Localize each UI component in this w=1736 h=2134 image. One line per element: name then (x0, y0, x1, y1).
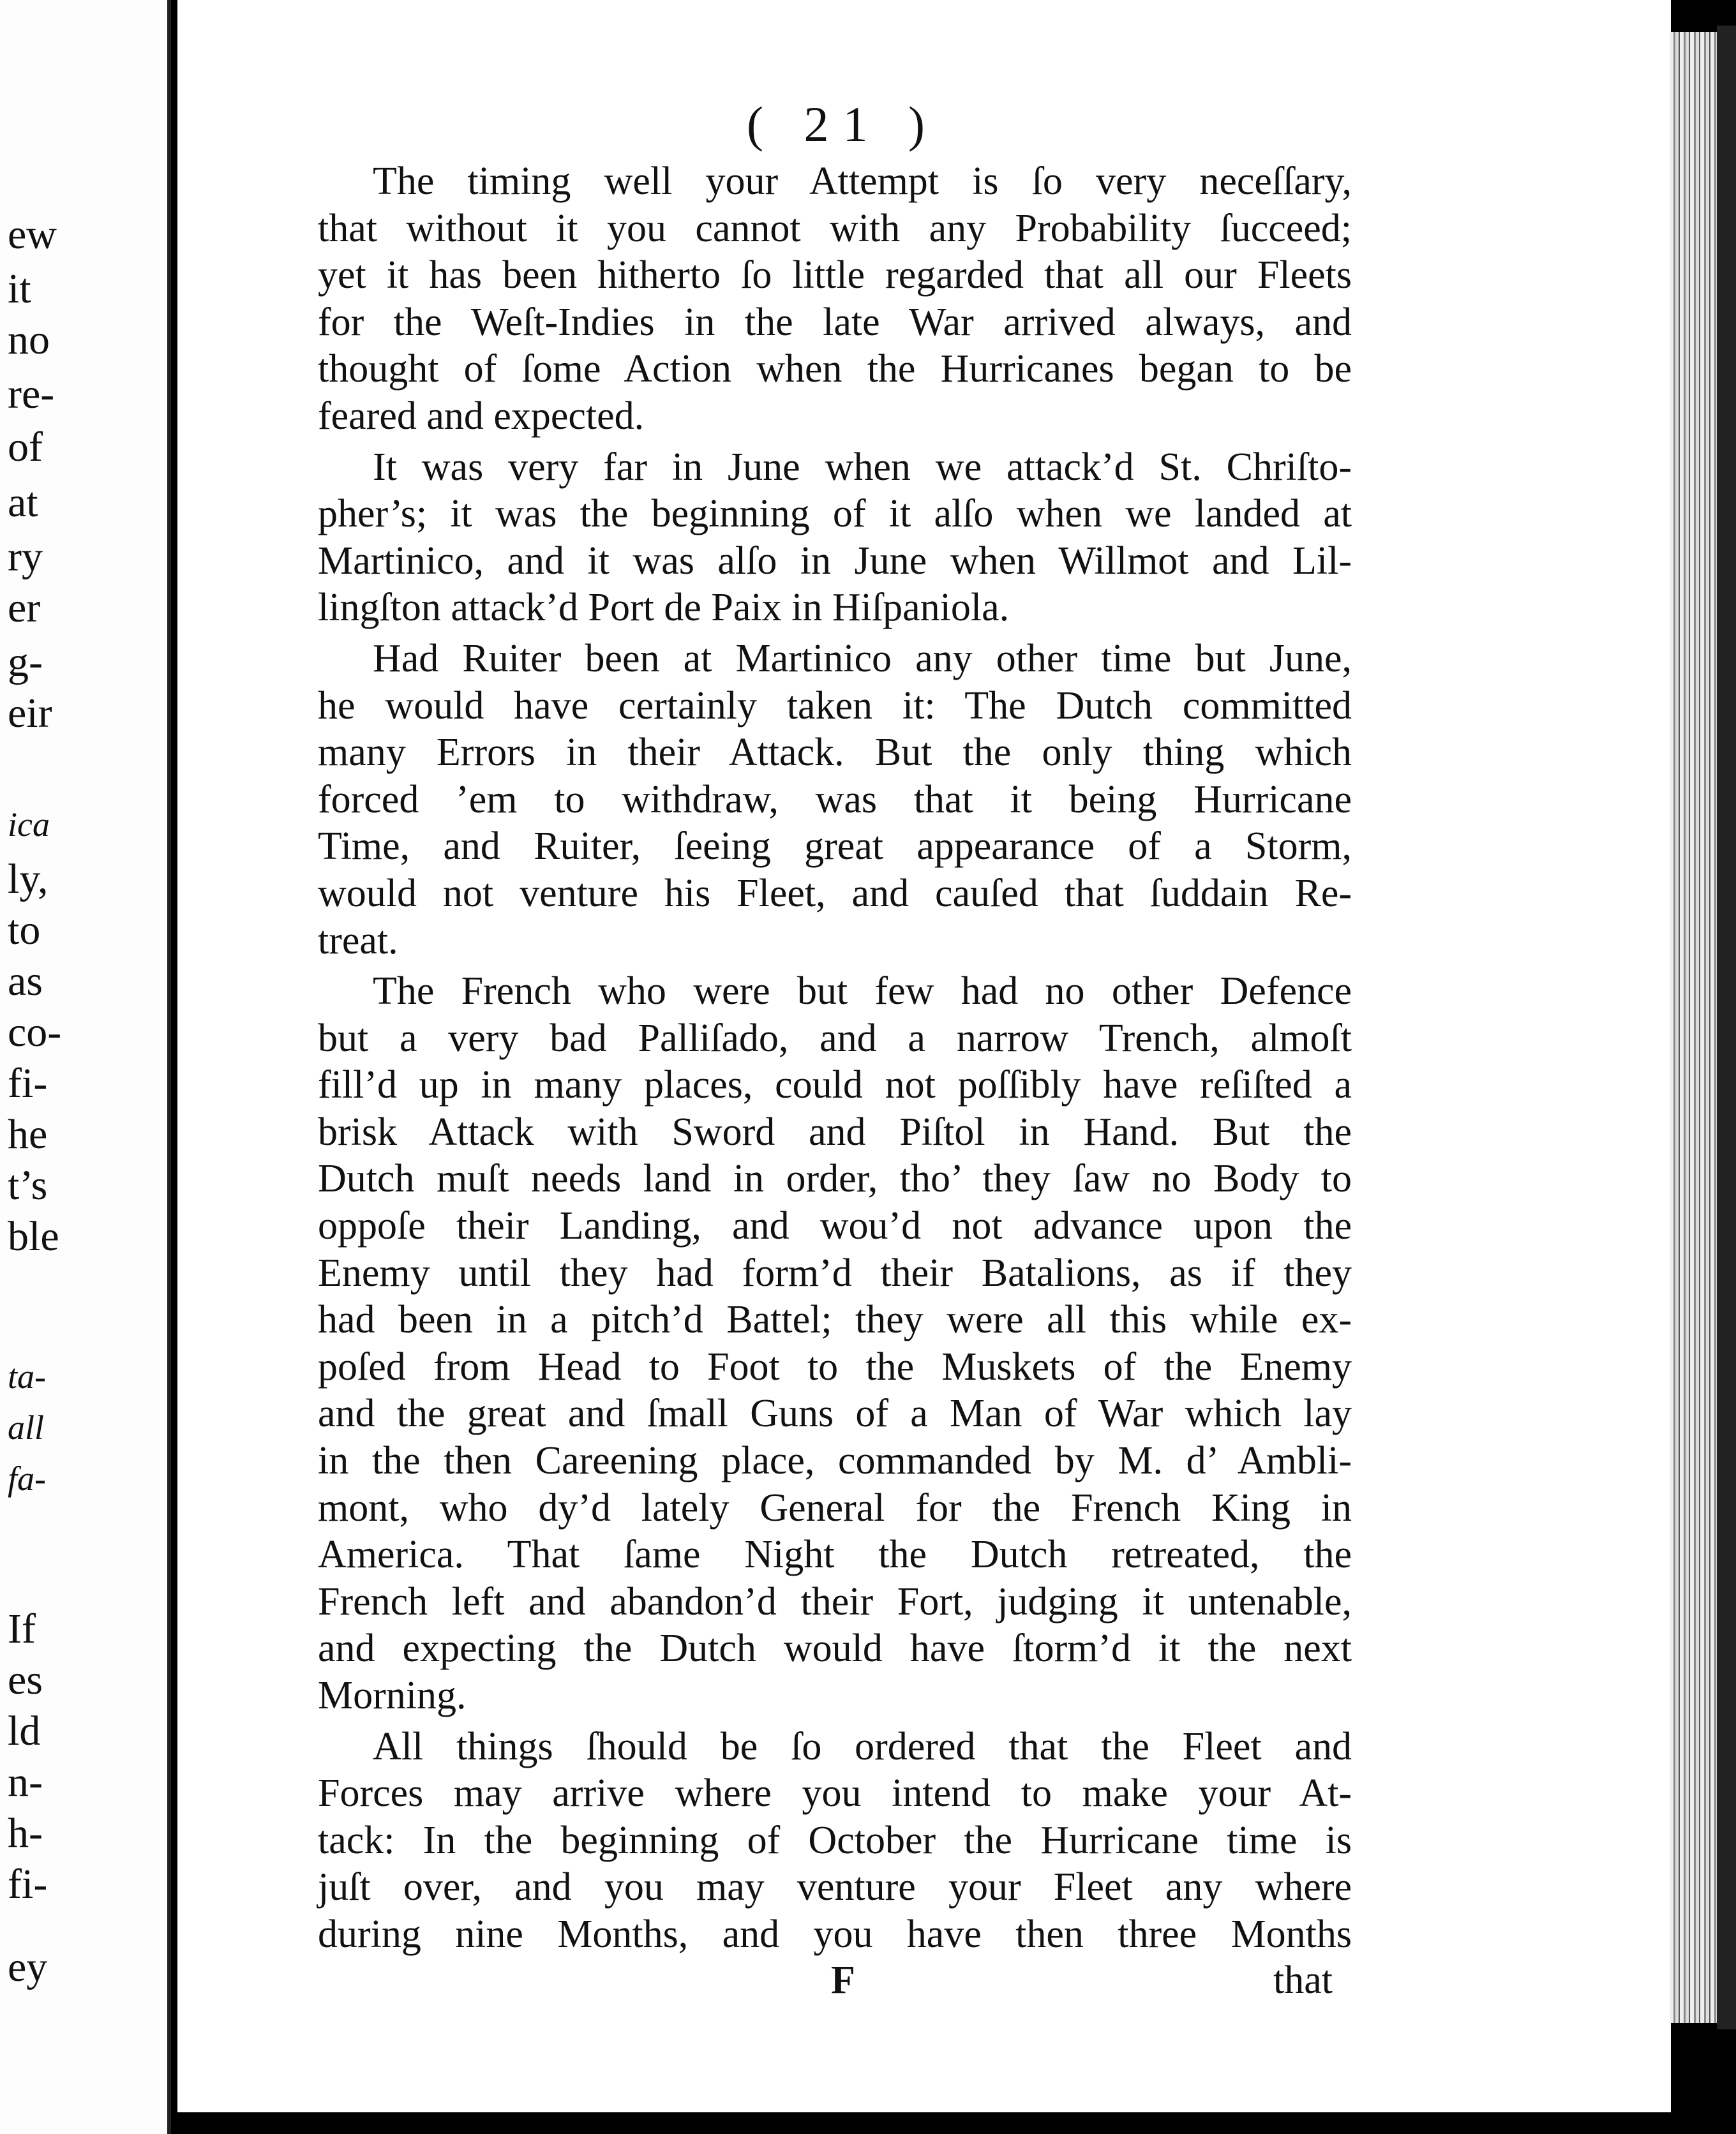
margin-fragment: to (8, 907, 41, 953)
text-line: French left and abandon’d their Fort, judging it untenable, (318, 1579, 1352, 1623)
margin-fragment: it (8, 265, 31, 312)
margin-fragment: all (8, 1408, 45, 1447)
text-line: tack: In the beginning of October the Hurricane time is (318, 1818, 1352, 1862)
margin-fragment: fa- (8, 1459, 46, 1498)
text-line: that without it you cannot with any Probability ſucceed; (318, 206, 1352, 250)
text-line: oppoſe their Landing, and wou’d not advance upon the (318, 1204, 1352, 1248)
text-line: forced ’em to withdraw, was that it being Hurricane (318, 777, 1352, 821)
text-line: brisk Attack with Sword and Piſtol in Hand. But the (318, 1110, 1352, 1154)
margin-fragment: ew (8, 211, 57, 258)
margin-fragment: ica (8, 805, 50, 844)
margin-fragment: g- (8, 639, 43, 685)
margin-fragment: ey (8, 1944, 48, 1990)
text-line: America. That ſame Night the Dutch retreated, the (318, 1533, 1352, 1577)
text-line: pher’s; it was the beginning of it alſo when we landed at (318, 492, 1352, 536)
text-line: All things ſhould be ſo ordered that the Fleet and (373, 1724, 1352, 1768)
text-line: and the great and ſmall Guns of a Man of War which lay (318, 1392, 1352, 1436)
text-line: The timing well your Attempt is ſo very neceſſary, (373, 160, 1352, 203)
margin-fragment: fi- (8, 1060, 48, 1107)
text-line: in the then Careening place, commanded by M. d’ Ambli- (318, 1439, 1352, 1483)
margin-fragment: If (8, 1606, 36, 1652)
text-line: poſed from Head to Foot to the Muskets of the Enemy (318, 1345, 1352, 1389)
text-line: feared and expected. (318, 394, 645, 438)
text-line: many Errors in their Attack. But the only thing which (318, 731, 1352, 775)
paragraph (318, 968, 1352, 1720)
margin-fragment: re- (8, 371, 55, 417)
margin-fragment: er (8, 585, 41, 631)
margin-fragment: ld (8, 1708, 41, 1754)
text-line: Martinico, and it was alſo in June when Willmot and Lil- (318, 539, 1352, 583)
text-line: and expecting the Dutch would have ſtorm’d it the next (318, 1627, 1352, 1671)
text-line: he would have certainly taken it: The Dutch committed (318, 683, 1352, 728)
text-line: Dutch muſt needs land in order, tho’ they ſaw no Body to (318, 1157, 1352, 1201)
paragraph (318, 444, 1352, 632)
margin-fragment: t’s (8, 1162, 48, 1209)
text-line: but a very bad Palliſado, and a narrow Trench, almoſt (318, 1016, 1352, 1060)
page-edges (1670, 32, 1721, 2023)
paragraph (318, 158, 1352, 440)
margin-fragment: fi- (8, 1861, 48, 1907)
text-line: during nine Months, and you have then three Months (318, 1912, 1352, 1956)
text-line: lingſton attack’d Port de Paix in Hiſpaniola. (318, 586, 1010, 630)
text-line: Enemy until they had form’d their Batalions, as if they (318, 1251, 1352, 1295)
page-number: ( 21 ) (747, 96, 939, 152)
margin-fragment: ly, (8, 856, 49, 902)
text-line: for the Weſt-Indies in the late War arrived always, and (318, 300, 1352, 344)
margin-fragment: n- (8, 1759, 43, 1805)
margin-fragment: ta- (8, 1357, 46, 1396)
signature-mark: F (831, 1959, 855, 2002)
margin-fragment: he (8, 1111, 48, 1158)
margin-fragment: eir (8, 690, 52, 736)
binding-shadow (1717, 26, 1736, 2029)
margin-fragment: of (8, 424, 43, 470)
margin-fragment: ry (8, 534, 43, 580)
paragraph (318, 1724, 1352, 1959)
text-line: It was very far in June when we attack’d St. Chriſto- (373, 445, 1352, 489)
facing-page-margin (0, 0, 171, 2134)
catchword: that (1273, 1959, 1333, 2002)
text-line: Had Ruiter been at Martinico any other time but June, (373, 636, 1352, 680)
text-line: thought of ſome Action when the Hurricanes began to be (318, 347, 1352, 391)
text-line: mont, who dy’d lately General for the French King in (318, 1486, 1352, 1530)
margin-fragment: h- (8, 1810, 43, 1856)
text-line: treat. (318, 918, 398, 962)
paragraph (318, 636, 1352, 964)
text-line: would not venture his Fleet, and cauſed that ſuddain Re- (318, 871, 1352, 915)
text-line: had been in a pitch’d Battel; they were all this while ex- (318, 1298, 1352, 1342)
margin-fragment: no (8, 317, 50, 363)
margin-fragment: es (8, 1657, 43, 1703)
text-line: Time, and Ruiter, ſeeing great appearance of a Storm, (318, 824, 1352, 869)
body-text (318, 158, 1352, 1959)
margin-fragment: co- (8, 1009, 62, 1056)
text-line: juſt over, and you may venture your Fleet any where (318, 1865, 1352, 1909)
text-line: Morning. (318, 1674, 467, 1717)
text-line: fill’d up in many places, could not poſſibly have reſiſted a (318, 1063, 1352, 1107)
text-line: Forces may arrive where you intend to make your At- (318, 1772, 1352, 1816)
margin-fragment: ble (8, 1213, 59, 1260)
text-line: The French who were but few had no other Defence (373, 969, 1352, 1013)
margin-fragment: at (8, 479, 38, 526)
margin-fragment: as (8, 958, 43, 1004)
text-line: yet it has been hitherto ſo little regarded that all our Fleets (318, 253, 1352, 297)
